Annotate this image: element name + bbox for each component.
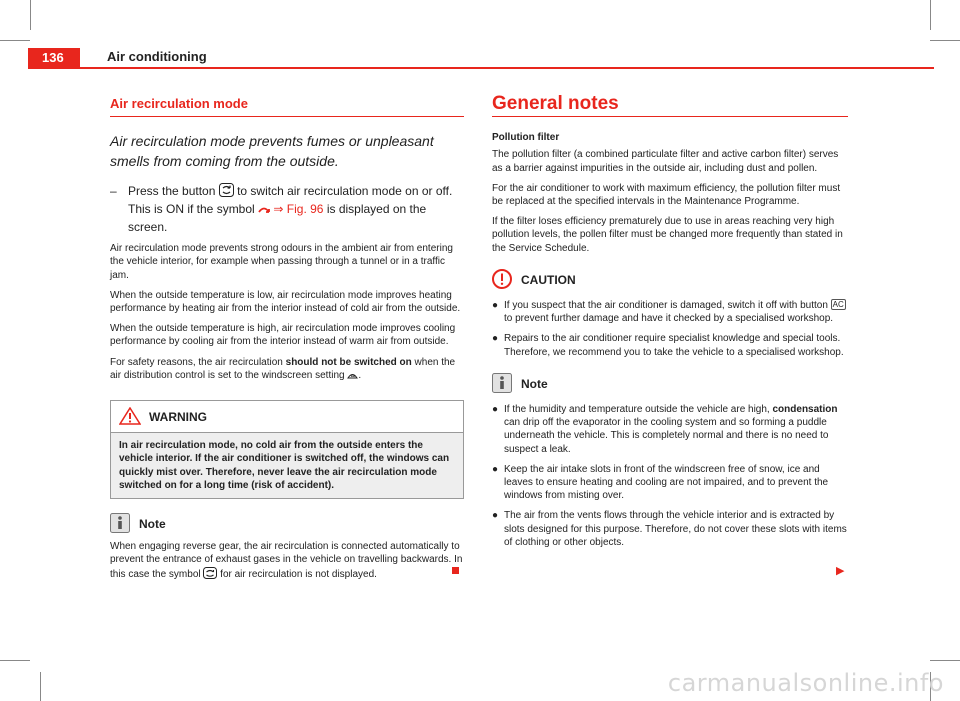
paragraph-high-temperature: When the outside temperature is high, air recirculation mode improves cooling performance by cooling air from the interior instead of warm air from outside. [110,323,456,348]
warning-header [111,401,463,432]
note-info-icon [492,373,512,396]
note-bullet-text: Keep the air intake slots in front of the windscreen free of snow, ice and leaves to ensure heating and cooling are not impaired, and to prevent the windows from misting over. [504,463,829,502]
note-text-1: When engaging reverse gear, the air recirculation is connected automatically to prevent the entrance of exhaust gases in the vehicle on travelling backwards. In this case the symbol [110,541,463,580]
warning-text: In air recirculation mode, no cold air from the outside enters the vehicle interior. If the air conditioner is switched off, the windows can quickly mist over. Therefore, never leave the air recirculation mode switched on for a long time (risk of accident). [111,432,463,498]
note-bullet-text: The air from the vents flows through the vehicle interior and is extracted by slots designed for this purpose. Therefore, do not cover these slots with items of clothing or other objects. [504,510,847,548]
caution-title: CAUTION [521,272,576,287]
right-column [492,93,848,549]
recirculation-button-icon [219,183,234,201]
instruction-step [110,183,464,235]
crop-mark [930,0,931,30]
warning-box [110,400,464,499]
lead-text: Air recirculation mode prevents fumes or unpleasant smells from coming from the outside. [110,133,434,170]
bullet-dot: ● [492,404,499,416]
note-header [110,513,464,536]
crop-mark [930,40,960,41]
note-bullet-text-2: can drip off the evaporator in the cooling system and so forming a puddle underneath the vehicle. This is completely normal and there is no need to suspect a leak. [504,417,829,455]
header-rule [28,67,934,69]
ac-button-key: AC [832,300,844,310]
continued-arrow-icon: ▶ [836,565,845,577]
pollution-paragraph: If the filter loses efficiency prematurely due to use in areas reaching very high pollution levels, the pollen filter must be changed more frequently than stated in the Service Schedule. [492,216,843,254]
caution-header [492,269,848,292]
caution-bullet [492,299,848,325]
safety-text-bold: should not be switched on [285,356,412,368]
safety-text-2: when the air distribution control is set to the windscreen setting [110,356,456,381]
step-text-1: Press the button [128,184,216,199]
figure-reference-link[interactable]: ⇒ Fig. 96 [273,202,324,217]
note-bullet-bold: condensation [772,404,838,416]
page-number: 136 [42,50,64,65]
crop-mark [0,660,30,661]
step-text-2: to switch air recirculation mode on or off. This is ON if the symbol [128,184,453,217]
section-title-general-notes: General notes [492,97,848,117]
page-number-box [28,48,80,67]
step-text-3: is displayed on the screen. [128,202,427,235]
warning-title: WARNING [149,410,207,425]
watermark: carmanualsonline.info [667,669,944,697]
paragraph-odours: Air recirculation mode prevents strong odours in the ambient air from entering the vehicle interior, for example when passing through a tunnel or in a traffic jam. [110,243,453,281]
bullet-dot: ● [492,510,499,522]
caution-bullet [492,332,848,358]
bullet-dot: ● [492,463,499,475]
caution-icon [492,269,512,292]
pollution-paragraph: For the air conditioner to work with maximum efficiency, the pollution filter must be replaced at the specified intervals in the Maintenance Programme. [492,182,841,208]
recirculation-symbol-icon [203,567,217,583]
bullet-dot: ● [492,300,499,312]
recirculation-symbol-icon [258,203,270,219]
note-header [492,373,848,396]
note-title: Note [139,517,166,532]
safety-text-end: . [358,369,362,381]
paragraph-safety [110,356,464,384]
note-bullet-text-1: If the humidity and temperature outside the vehicle are high, [504,404,770,416]
running-title: Air conditioning [107,49,207,64]
safety-text-1: For safety reasons, the air recirculation [110,356,283,368]
warning-triangle-icon [119,407,141,428]
paragraph-low-temperature: When the outside temperature is low, air recirculation mode improves heating performance by heating air from the interior instead of cold air from the outside. [110,289,461,315]
crop-mark [0,40,30,41]
step-dash: – [110,184,117,199]
note-bullet [492,463,848,503]
section-end-mark [452,567,459,574]
note-text [110,540,464,583]
bullet-dot: ● [492,333,499,345]
caution-bullet-text: Repairs to the air conditioner require specialist knowledge and special tools. Therefore, we recommend you to take the vehicle to a specialised workshop. [504,333,844,358]
section-title-recirculation: Air recirculation mode [110,97,464,117]
note-text-2: for air recirculation is not displayed. [220,568,377,580]
note-bullet [492,403,848,456]
caution-bullet-text-2: to prevent further damage and have it checked by a specialised workshop. [504,313,834,325]
caution-bullet-text-1: If you suspect that the air conditioner is damaged, switch it off with button [504,300,828,312]
pollution-filter-heading: Pollution filter [492,132,560,144]
note-title: Note [521,376,548,391]
crop-mark [30,0,31,30]
pollution-paragraph: The pollution filter (a combined particulate filter and active carbon filter) serves as a barrier against impurities in the outside air, including dust and pollen. [492,149,839,174]
crop-mark [930,660,960,661]
note-info-icon [110,513,130,536]
crop-mark [40,672,41,701]
windscreen-setting-icon [347,371,358,384]
note-bullet [492,509,848,549]
left-column [110,97,464,583]
